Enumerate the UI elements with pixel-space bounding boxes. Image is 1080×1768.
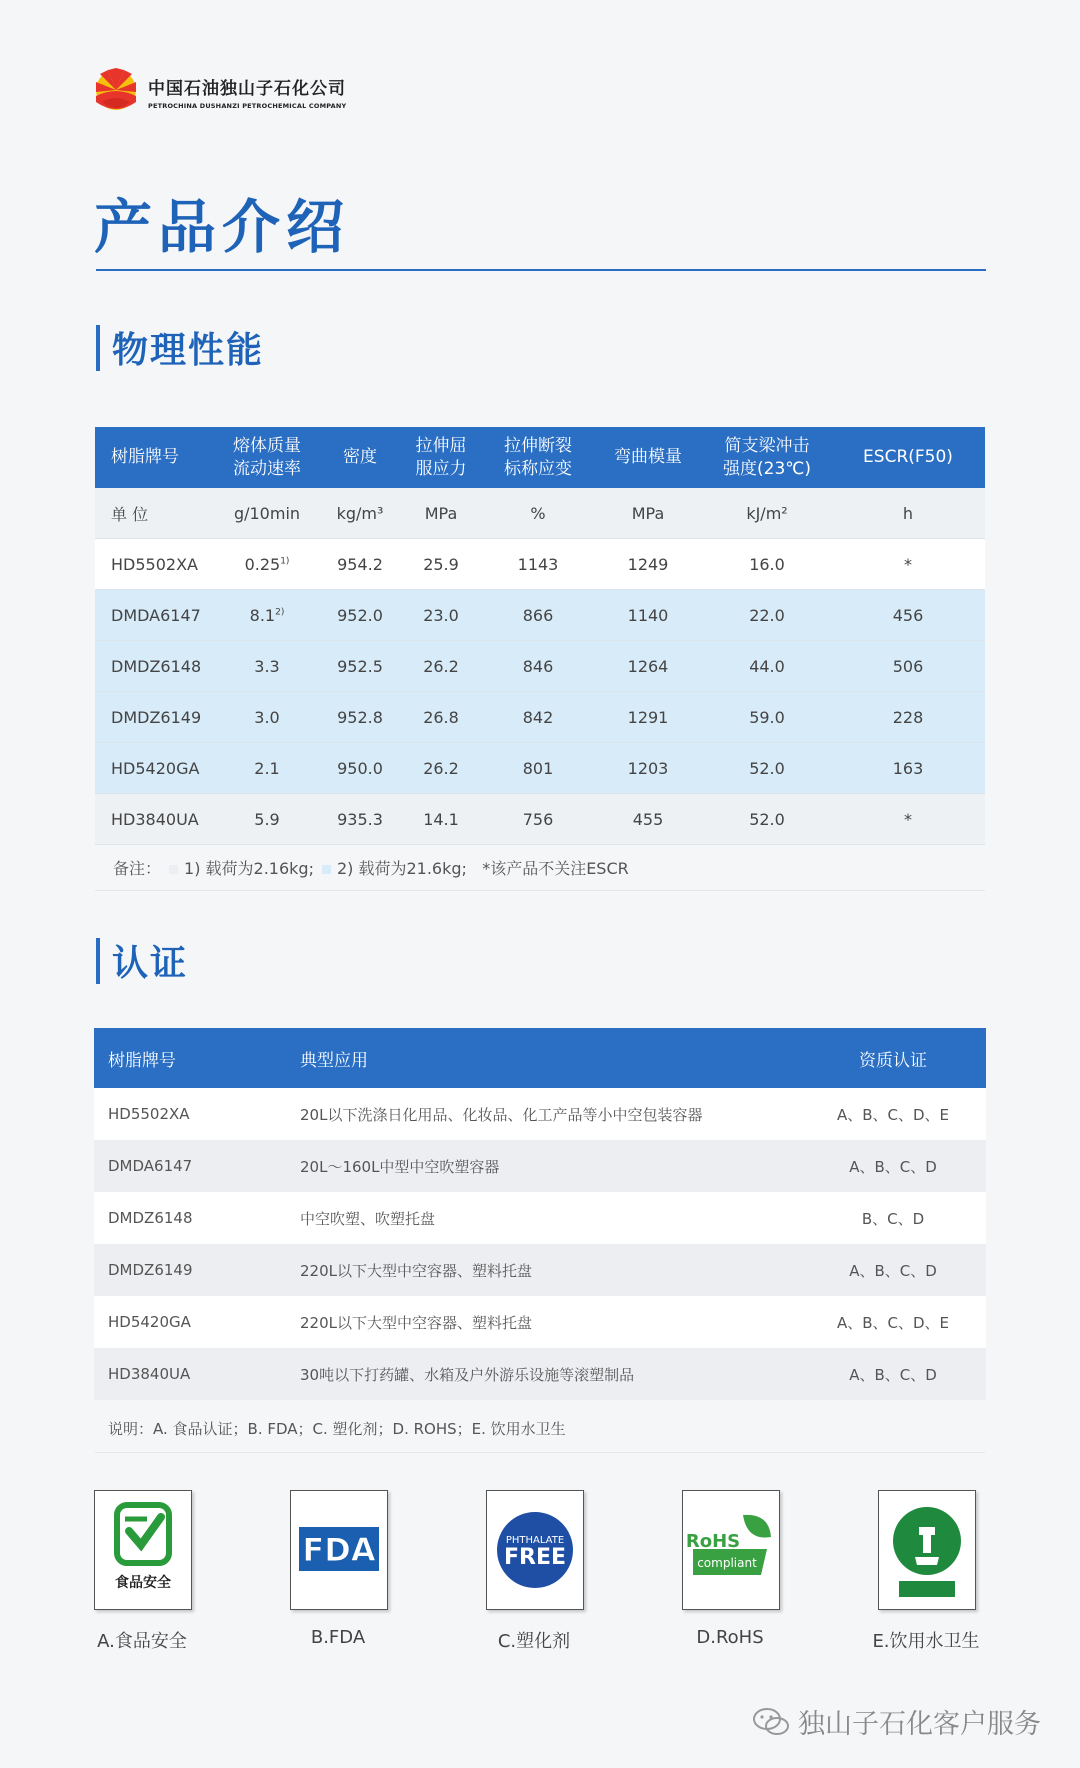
unit-cell: g/10min <box>213 488 321 539</box>
modulus-cell: 1264 <box>593 641 703 692</box>
table-row <box>95 539 985 590</box>
mfr-cell: 0.25$^{1)}$ <box>213 539 321 590</box>
phthalate-free-icon <box>487 1491 583 1609</box>
header-impact: 简支梁冲击 强度(23℃) <box>703 427 831 488</box>
rohs-icon <box>683 1491 779 1609</box>
table-row <box>95 794 985 845</box>
certification-cell: A、B、C、D <box>800 1140 986 1192</box>
footnote-3: *该产品不关注ESCR <box>482 859 629 878</box>
strain-cell: 801 <box>483 743 593 794</box>
certification-cell: A、B、C、D、E <box>800 1296 986 1348</box>
modulus-cell: 455 <box>593 794 703 845</box>
table-row <box>95 743 985 794</box>
escr-cell: 228 <box>831 692 985 743</box>
badge-caption: B.FDA <box>310 1627 366 1648</box>
impact-cell: 44.0 <box>703 641 831 692</box>
company-name-cn: 中国石油独山子石化公司 <box>148 79 346 99</box>
yield-cell: 14.1 <box>399 794 483 845</box>
section-cert-title <box>96 935 188 986</box>
brand-cell: HD5420GA <box>95 743 213 794</box>
title-divider <box>96 269 986 271</box>
footnote-divider <box>95 890 985 891</box>
watermark-text: 独山子石化客户服务 <box>798 1709 1041 1740</box>
wechat-icon <box>752 1707 790 1737</box>
density-cell: 952.5 <box>321 641 399 692</box>
table-row <box>94 1192 986 1244</box>
drinking-water-icon <box>879 1491 975 1609</box>
svg-text:compliant: compliant <box>697 1556 757 1570</box>
impact-cell: 52.0 <box>703 794 831 845</box>
application-cell: 20L以下洗涤日化用品、化妆品、化工产品等小中空包装容器 <box>300 1088 800 1140</box>
svg-text:PHTHALATE: PHTHALATE <box>505 1535 565 1546</box>
impact-cell: 22.0 <box>703 590 831 641</box>
mfr-cell: 2.1 <box>213 743 321 794</box>
badge-caption: D.RoHS <box>696 1627 764 1648</box>
badge-caption: C.塑化剂 <box>497 1631 571 1652</box>
certification-cell: B、C、D <box>800 1192 986 1244</box>
page-title: 产品介绍 <box>94 193 351 261</box>
footnote-1: 1) 载荷为2.16kg; <box>184 859 314 878</box>
svg-text:食品安全: 食品安全 <box>115 1575 171 1591</box>
food-safety-icon <box>95 1491 191 1609</box>
company-name-en: PETROCHINA DUSHANZI PETROCHEMICAL COMPANY <box>148 102 347 110</box>
mfr-cell: 3.0 <box>213 692 321 743</box>
brand-cell: DMDA6147 <box>94 1140 300 1192</box>
escr-cell: 506 <box>831 641 985 692</box>
section-physical-title <box>96 322 264 373</box>
yield-cell: 26.8 <box>399 692 483 743</box>
badge-caption: E.饮用水卫生 <box>872 1631 980 1652</box>
brand-cell: HD5420GA <box>94 1296 300 1348</box>
brand-cell: DMDZ6148 <box>95 641 213 692</box>
header-yield: 拉伸屈 服应力 <box>399 427 483 488</box>
strain-cell: 866 <box>483 590 593 641</box>
header-mfr: 熔体质量 流动速率 <box>213 427 321 488</box>
density-cell: 950.0 <box>321 743 399 794</box>
density-cell: 954.2 <box>321 539 399 590</box>
section-bar <box>96 938 100 984</box>
table-row <box>94 1140 986 1192</box>
application-cell: 20L～160L中型中空吹塑容器 <box>300 1140 800 1192</box>
header-density: 密度 <box>321 427 399 488</box>
brand-cell: DMDZ6149 <box>95 692 213 743</box>
units-row <box>95 488 985 539</box>
yield-cell: 26.2 <box>399 743 483 794</box>
table-row <box>94 1296 986 1348</box>
application-cell: 中空吹塑、吹塑托盘 <box>300 1192 800 1244</box>
mfr-cell: 8.1$^{2)}$ <box>213 590 321 641</box>
certification-cell: A、B、C、D <box>800 1348 986 1400</box>
brand-cell: HD3840UA <box>95 794 213 845</box>
section-physical-label: 物理性能 <box>112 330 265 371</box>
impact-cell: 59.0 <box>703 692 831 743</box>
header-brand: 树脂牌号 <box>94 1028 300 1088</box>
escr-cell: * <box>831 794 985 845</box>
section-bar <box>96 325 100 371</box>
certification-cell: A、B、C、D、E <box>800 1088 986 1140</box>
unit-cell: MPa <box>593 488 703 539</box>
mfr-cell: 3.3 <box>213 641 321 692</box>
unit-cell: kg/m³ <box>321 488 399 539</box>
modulus-cell: 1291 <box>593 692 703 743</box>
unit-cell: h <box>831 488 985 539</box>
strain-cell: 846 <box>483 641 593 692</box>
svg-text:FREE: FREE <box>503 1545 567 1570</box>
cert-legend: 说明：A. 食品认证；B. FDA；C. 塑化剂；D. ROHS；E. 饮用水卫生 <box>108 1420 566 1438</box>
fda-icon <box>291 1491 387 1609</box>
badge-fda <box>290 1490 388 1610</box>
table-row <box>95 692 985 743</box>
wechat-watermark <box>752 1702 1041 1741</box>
cert-table-header <box>94 1028 986 1088</box>
escr-cell: * <box>831 539 985 590</box>
density-cell: 952.8 <box>321 692 399 743</box>
unit-cell: MPa <box>399 488 483 539</box>
modulus-cell: 1203 <box>593 743 703 794</box>
impact-cell: 16.0 <box>703 539 831 590</box>
property-table-header <box>95 427 985 488</box>
modulus-cell: 1140 <box>593 590 703 641</box>
section-cert-label: 认证 <box>112 943 189 984</box>
badge-phthalate-free <box>486 1490 584 1610</box>
header-certification: 资质认证 <box>800 1028 986 1088</box>
modulus-cell: 1249 <box>593 539 703 590</box>
svg-text:RoHS: RoHS <box>685 1531 741 1552</box>
header-brand: 树脂牌号 <box>95 427 213 488</box>
yield-cell: 23.0 <box>399 590 483 641</box>
footnote-swatch-blue <box>322 865 331 874</box>
svg-text:FDA: FDA <box>302 1531 376 1569</box>
application-cell: 30吨以下打药罐、水箱及户外游乐设施等滚塑制品 <box>300 1348 800 1400</box>
property-footnote <box>113 856 629 879</box>
property-table <box>95 427 985 845</box>
header-strain: 拉伸断裂 标称应变 <box>483 427 593 488</box>
table-row <box>94 1088 986 1140</box>
unit-cell: % <box>483 488 593 539</box>
table-row <box>95 590 985 641</box>
brand-cell: HD5502XA <box>94 1088 300 1140</box>
petrochina-logo-icon <box>94 68 138 116</box>
brand-cell: DMDA6147 <box>95 590 213 641</box>
badge-drinking-water <box>878 1490 976 1610</box>
unit-label: 单 位 <box>95 488 213 539</box>
header-escr: ESCR(F50) <box>831 427 985 488</box>
table-row <box>94 1244 986 1296</box>
yield-cell: 26.2 <box>399 641 483 692</box>
impact-cell: 52.0 <box>703 743 831 794</box>
brand-cell: HD5502XA <box>95 539 213 590</box>
company-logo <box>94 68 346 116</box>
brand-cell: HD3840UA <box>94 1348 300 1400</box>
strain-cell: 756 <box>483 794 593 845</box>
escr-cell: 456 <box>831 590 985 641</box>
brand-cell: DMDZ6148 <box>94 1192 300 1244</box>
yield-cell: 25.9 <box>399 539 483 590</box>
footnote-swatch-grey <box>169 865 178 874</box>
application-cell: 220L以下大型中空容器、塑料托盘 <box>300 1296 800 1348</box>
mfr-cell: 5.9 <box>213 794 321 845</box>
badge-caption: A.食品安全 <box>97 1631 187 1652</box>
brand-cell: DMDZ6149 <box>94 1244 300 1296</box>
header-modulus: 弯曲模量 <box>593 427 703 488</box>
badge-food-safety <box>94 1490 192 1610</box>
header-application: 典型应用 <box>300 1028 800 1088</box>
certification-cell: A、B、C、D <box>800 1244 986 1296</box>
density-cell: 952.0 <box>321 590 399 641</box>
footnote-2: 2) 载荷为21.6kg; <box>336 859 467 878</box>
escr-cell: 163 <box>831 743 985 794</box>
density-cell: 935.3 <box>321 794 399 845</box>
footnote-prefix: 备注： <box>113 859 162 878</box>
legend-divider <box>95 1452 985 1453</box>
unit-cell: kJ/m² <box>703 488 831 539</box>
strain-cell: 1143 <box>483 539 593 590</box>
badge-rohs <box>682 1490 780 1610</box>
table-row <box>95 641 985 692</box>
table-row <box>94 1348 986 1400</box>
application-cell: 220L以下大型中空容器、塑料托盘 <box>300 1244 800 1296</box>
cert-table <box>94 1028 986 1400</box>
strain-cell: 842 <box>483 692 593 743</box>
